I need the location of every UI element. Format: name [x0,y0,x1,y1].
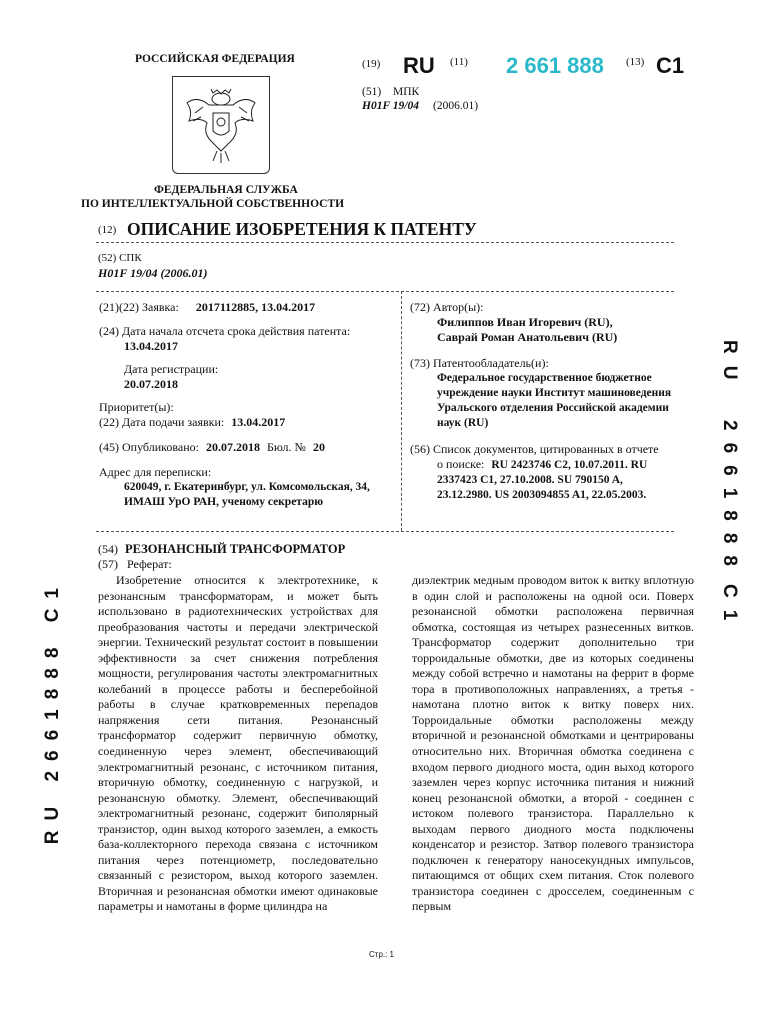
application-field [99,300,399,315]
divider-biblio-bottom [96,531,674,532]
code-11: (11) [450,56,468,68]
filing-value: 13.04.2017 [231,415,286,429]
references-label-2: о поиске: [437,457,485,471]
agency-name-line1: ФЕДЕРАЛЬНАЯ СЛУЖБА [154,184,298,196]
address-line-1: 620049, г. Екатеринбург, ул. Комсомольская, 34, [124,481,370,493]
code-13: (13) [626,56,645,68]
abstract-column-2: диэлектрик медным проводом виток к витку вплотную в один слой и расположены на одной оси. Поверх резонансной обмотки расположена первичная обмотка, состоящая из четырех разнесенных витков. Трансформатор содержит дополнительно три торроидальные обмотки, две из которых соединены между собой встречно и намотаны на феррит в форме тора в противоположных направлениях, а третья - намотана плотно виток к витку поверх них. Торроидальные обмотки расположены между вторичной и резонансной обмотками и центрированы относительно них. Вторичная обмотка соединена с входом первого диодного моста, один выход которого заземлен через корпус источника питания и нижний конец резонансной обмотки, а второй - соединен с истоком полевого транзистора. Параллельно к выходам первого диодного моста подключены конденсатор и резистор. Затвор полевого транзистора подключен к генератору наносекундных импульсов, питающимся от общих схем питания. Сток полевого транзистора соединен с дросселем, соединенным с первым [412,573,694,914]
references-line-2: 2337423 C1, 27.10.2008. SU 790150 A, [437,474,623,486]
country-name: РОССИЙСКАЯ ФЕДЕРАЦИЯ [135,53,295,65]
references-field [410,457,678,473]
owner-line-3: Уральского отделения Российской академии [437,402,669,414]
references-label: (56) Список документов, цитированных в отчете [410,442,659,456]
address-line-2: ИМАШ УрО РАН, ученому секретарю [124,496,324,508]
author-1: Филиппов Иван Игоревич (RU), [437,315,613,329]
mpk-class: H01F 19/04 [362,100,419,112]
owner-line-1: Федеральное государственное бюджетное [437,372,652,384]
page-number: Стр.: 1 [369,950,395,959]
bulletin-label: Бюл. № [266,440,306,454]
address-label: Адрес для переписки: [99,465,212,479]
term-value: 13.04.2017 [124,339,178,353]
references-line-1: RU 2423746 C2, 10.07.2011. RU [491,459,648,471]
owner-line-2: учреждение науки Институт машиноведения [437,387,672,399]
published-field [99,440,399,455]
owner-label: (73) Патентообладатель(и): [410,356,549,370]
bulletin-value: 20 [312,440,325,454]
right-margin-number: 2661888 [719,420,740,578]
agency-name-line2: ПО ИНТЕЛЛЕКТУАЛЬНОЙ СОБСТВЕННОСТИ [81,198,345,210]
mpk-year: (2006.01) [433,100,479,112]
bibliographic-left [99,300,399,510]
right-margin-kind: C1 [719,584,740,633]
published-value: 20.07.2018 [205,440,260,454]
abstract-heading [98,557,172,572]
emblem-frame [172,76,270,174]
kind-code: C1 [656,53,685,78]
code-51: (51) [362,86,382,98]
right-margin-country: RU [719,340,740,392]
code-54: (54) [98,542,118,556]
owner-line-4: наук (RU) [437,417,489,429]
spk-class: H01F 19/04 (2006.01) [98,266,208,280]
mpk-label: МПК [393,86,420,98]
divider-title [96,242,674,243]
code-19: (19) [362,58,381,70]
divider-biblio-vertical [401,291,402,531]
published-label: (45) Опубликовано: [99,440,199,454]
application-label: (21)(22) Заявка: [99,300,179,314]
term-label: (24) Дата начала отсчета срока действия патента: [99,324,351,338]
filing-field [99,415,399,430]
application-value: 2017112885, 13.04.2017 [195,300,316,314]
authors-label: (72) Автор(ы): [410,300,484,314]
invention-title-text: РЕЗОНАНСНЫЙ ТРАНСФОРМАТОР [125,542,346,556]
patent-number: 2 661 888 [506,53,604,78]
author-2: Саврай Роман Анатольевич (RU) [437,330,618,344]
invention-title [98,542,345,557]
registration-label: Дата регистрации: [124,362,219,376]
document-title: ОПИСАНИЕ ИЗОБРЕТЕНИЯ К ПАТЕНТУ [127,219,477,239]
code-12: (12) [98,224,117,236]
bibliographic-right [410,300,678,503]
spk-label: (52) СПК [98,252,142,264]
filing-label: (22) Дата подачи заявки: [99,415,225,429]
registration-value: 20.07.2018 [124,377,178,391]
abstract-column-1: Изобретение относится к электротехнике, к резонансным трансформаторам, и может быть использовано в радиотехнических устройствах для преобразования частоты и передачи электрической энергии. Технический результат состоит в повышении эффективности за счет снижения потребления мощности, регулирования частоты электромагнитных колебаний в процессе работы и бесперебойной работы в случае кратковременных перепадов напряжения сети питания. Резонансный трансформатор содержит первичную обмотку, соединенную через элемент, обеспечивающий электромагнитный резонанс, с источником питания, вторичную обмотку, соединенную с нагрузкой, и резонансную обмотку. Элемент, обеспечивающий электромагнитный резонанс, содержит биполярный транзистор, один выход которого заземлен, а емкость база-коллекторного перехода связана с источником питания через потенциометр, последовательно связанный с резистором, выход которого заземлен. Вторичная и резонансная обмотки имеют одинаковые параметры и намотаны в форме цилиндра на [98,573,378,914]
country-code: RU [403,53,435,78]
divider-biblio-top [96,291,674,292]
references-line-3: 23.12.2980. US 2003094855 A1, 22.05.2003. [437,489,647,501]
left-margin-patent: RU 2661888 C1 [42,578,63,845]
abstract-label: Реферат: [127,557,172,571]
eagle-emblem-icon [173,77,269,173]
code-57: (57) [98,557,118,571]
priority-label: Приоритет(ы): [99,400,174,414]
